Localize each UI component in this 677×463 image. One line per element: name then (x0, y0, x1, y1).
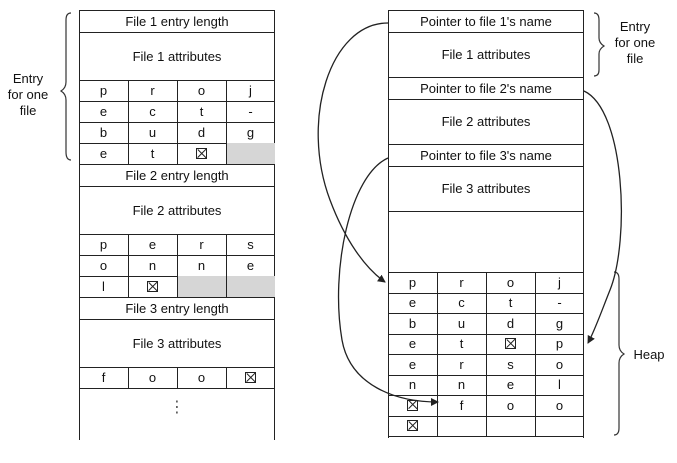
name-pointer-row: Pointer to file 2's name (420, 80, 552, 96)
cell-divider (437, 375, 438, 396)
terminator-box-icon (407, 400, 418, 411)
cell-char: u (457, 315, 466, 331)
cell-divider (177, 122, 178, 143)
heap-row-cell (486, 334, 535, 355)
cell-char: r (459, 274, 464, 290)
cell-char: s (507, 356, 514, 372)
cell-divider (226, 143, 227, 164)
cell-divider (437, 293, 438, 314)
cell-char: e (99, 146, 108, 161)
cell-divider (128, 276, 129, 297)
cell-divider (226, 80, 227, 101)
cell-char: n (408, 377, 417, 393)
cell-char: d (197, 125, 206, 140)
cell-divider (535, 416, 536, 437)
name-chars-row-cell (226, 143, 275, 164)
cell-divider (437, 334, 438, 355)
heap-row-cell (388, 416, 437, 437)
cell-char: f (101, 370, 106, 385)
cell-divider (128, 367, 129, 388)
cell-char: t (508, 295, 513, 311)
cell-divider (128, 80, 129, 101)
name-chars-row-cell (177, 101, 226, 122)
heap-row-cell (486, 272, 535, 293)
cell-divider (226, 122, 227, 143)
heap-row-cell (486, 354, 535, 375)
cell-divider (486, 375, 487, 396)
name-chars-row-cell (79, 122, 128, 143)
attributes-row: File 2 attributes (132, 202, 222, 218)
row-divider (79, 388, 275, 389)
heap-row-cell (486, 293, 535, 314)
cell-divider (437, 416, 438, 437)
name-chars-row-cell (128, 367, 177, 388)
name-pointer-row: Pointer to file 3's name (420, 147, 552, 163)
cell-divider (177, 276, 178, 297)
cell-divider (128, 122, 129, 143)
terminator-box-icon (245, 372, 256, 383)
cell-char: n (148, 258, 157, 273)
cell-char: s (247, 237, 254, 252)
cell-divider (177, 143, 178, 164)
heap-brace (614, 272, 624, 435)
name-chars-row-cell (177, 143, 226, 164)
heap-row-cell (486, 395, 535, 416)
cell-char: o (148, 370, 157, 385)
right-entry-brace-label: Entry for one file (614, 19, 656, 66)
heap-row-cell (535, 375, 584, 396)
heap-row-cell (535, 354, 584, 375)
terminator-box-icon (407, 420, 418, 431)
cell-char: j (558, 274, 561, 290)
cell-char: e (408, 295, 417, 311)
cell-char: r (199, 237, 204, 252)
heap-row-cell (437, 272, 486, 293)
heap-row-cell (535, 334, 584, 355)
name-chars-row-cell (177, 255, 226, 276)
heap-row-cell (388, 354, 437, 375)
attributes-row: File 3 attributes (441, 181, 531, 196)
cell-divider (535, 375, 536, 396)
cell-divider (226, 367, 227, 388)
name-chars-row-cell (79, 234, 128, 255)
heap-row-cell (437, 416, 486, 437)
cell-char: n (197, 258, 206, 273)
name-pointer-row: Pointer to file 1's name (420, 13, 552, 29)
cell-divider (226, 234, 227, 255)
name-chars-row-cell (177, 367, 226, 388)
heap-row-cell (388, 313, 437, 334)
cell-divider (486, 272, 487, 293)
pointer-arrow-file2 (584, 91, 621, 343)
entry-length-row: File 3 entry length (125, 300, 229, 316)
name-chars-row-cell (128, 122, 177, 143)
name-chars-row-cell (128, 255, 177, 276)
cell-char: p (555, 336, 564, 352)
cell-divider (128, 143, 129, 164)
cell-char: u (148, 125, 157, 140)
attributes-row: File 2 attributes (441, 114, 531, 129)
cell-char: o (197, 83, 206, 98)
cell-char: e (246, 258, 255, 273)
cell-char: p (99, 83, 108, 98)
cell-divider (128, 234, 129, 255)
row-divider (388, 211, 584, 212)
heap-row-cell (486, 416, 535, 437)
name-chars-row-cell (79, 80, 128, 101)
entry-length-row: File 2 entry length (125, 167, 229, 183)
name-chars-row-cell (226, 234, 275, 255)
cell-divider (486, 395, 487, 416)
heap-row-cell (388, 293, 437, 314)
heap-row-cell (486, 313, 535, 334)
heap-row-cell (388, 375, 437, 396)
cell-char: o (555, 356, 564, 372)
cell-char: b (99, 125, 108, 140)
name-chars-row-cell (177, 80, 226, 101)
cell-divider (486, 293, 487, 314)
heap-row-cell (437, 354, 486, 375)
cell-divider (535, 313, 536, 334)
cell-char: o (506, 397, 515, 413)
cell-divider (437, 313, 438, 334)
cell-char: o (506, 274, 515, 290)
terminator-box-icon (196, 148, 207, 159)
cell-char: l (102, 279, 105, 294)
cell-char: e (99, 104, 108, 119)
cell-char: b (408, 315, 417, 331)
name-chars-row-cell (177, 234, 226, 255)
left-entry-brace (61, 13, 71, 160)
cell-char: c (458, 295, 465, 311)
heap-row-cell (388, 272, 437, 293)
cell-divider (226, 276, 227, 297)
cell-divider (486, 354, 487, 375)
name-chars-row-cell (177, 122, 226, 143)
terminator-box-icon (505, 338, 516, 349)
name-chars-row-cell (79, 367, 128, 388)
attributes-row: File 1 attributes (441, 47, 531, 62)
cell-divider (226, 255, 227, 276)
heap-row-cell (486, 375, 535, 396)
cell-char: j (249, 83, 252, 98)
name-chars-row-cell (226, 80, 275, 101)
cell-char: e (408, 356, 417, 372)
heap-row-cell (535, 395, 584, 416)
heap-row-cell (437, 313, 486, 334)
heap-row-cell (535, 293, 584, 314)
name-chars-row-cell (79, 255, 128, 276)
cell-divider (177, 255, 178, 276)
cell-char: e (506, 377, 515, 393)
row-divider (388, 436, 584, 437)
cell-char: d (506, 315, 515, 331)
name-chars-row-cell (226, 276, 275, 297)
cell-char: p (408, 274, 417, 290)
name-chars-row-cell (128, 276, 177, 297)
cell-divider (486, 313, 487, 334)
cell-divider (486, 334, 487, 355)
entry-length-row: File 1 entry length (125, 13, 229, 29)
cell-divider (437, 395, 438, 416)
cell-char: o (197, 370, 206, 385)
name-chars-row-cell (128, 234, 177, 255)
name-chars-row-cell (79, 101, 128, 122)
name-chars-row-cell (79, 143, 128, 164)
ellipsis: ⋮ (169, 399, 185, 416)
cell-char: r (150, 83, 155, 98)
cell-char: o (555, 397, 564, 413)
cell-char: r (459, 356, 464, 372)
cell-char: o (99, 258, 108, 273)
cell-char: n (457, 377, 466, 393)
cell-char: t (459, 336, 464, 352)
cell-divider (177, 234, 178, 255)
cell-divider (535, 395, 536, 416)
cell-divider (535, 293, 536, 314)
heap-row-cell (437, 334, 486, 355)
cell-divider (177, 367, 178, 388)
name-chars-row-cell (226, 367, 275, 388)
cell-divider (437, 354, 438, 375)
heap-row-cell (535, 313, 584, 334)
name-chars-row-cell (226, 122, 275, 143)
cell-char: l (558, 377, 561, 393)
cell-divider (226, 101, 227, 122)
heap-label: Heap (633, 347, 665, 362)
attributes-row: File 1 attributes (132, 48, 222, 64)
heap-row-cell (535, 272, 584, 293)
terminator-box-icon (147, 281, 158, 292)
cell-char: e (148, 237, 157, 252)
cell-divider (535, 334, 536, 355)
cell-char: t (150, 146, 155, 161)
left-entry-brace-label: Entry for one file (7, 71, 49, 118)
name-chars-row-cell (226, 255, 275, 276)
name-chars-row-cell (79, 276, 128, 297)
cell-char: - (248, 104, 253, 119)
name-chars-row-cell (128, 80, 177, 101)
cell-char: e (408, 336, 417, 352)
cell-divider (437, 272, 438, 293)
heap-row-cell (388, 334, 437, 355)
cell-divider (177, 80, 178, 101)
cell-divider (177, 101, 178, 122)
name-chars-row-cell (128, 143, 177, 164)
cell-char: t (199, 104, 204, 119)
heap-row-cell (535, 416, 584, 437)
cell-divider (486, 416, 487, 437)
cell-char: f (459, 397, 464, 413)
name-chars-row-cell (128, 101, 177, 122)
attributes-row: File 3 attributes (132, 335, 222, 351)
cell-char: - (557, 295, 562, 311)
cell-divider (128, 101, 129, 122)
pointer-arrow-file1 (318, 23, 388, 282)
name-chars-row-cell (177, 276, 226, 297)
cell-divider (535, 354, 536, 375)
cell-char: c (149, 104, 156, 119)
cell-char: p (99, 237, 108, 252)
heap-row-cell (437, 293, 486, 314)
heap-row-cell (437, 395, 486, 416)
cell-char: g (246, 125, 255, 140)
cell-divider (128, 255, 129, 276)
name-chars-row-cell (226, 101, 275, 122)
cell-char: g (555, 315, 564, 331)
heap-row-cell (388, 395, 437, 416)
heap-row-cell (437, 375, 486, 396)
cell-divider (535, 272, 536, 293)
